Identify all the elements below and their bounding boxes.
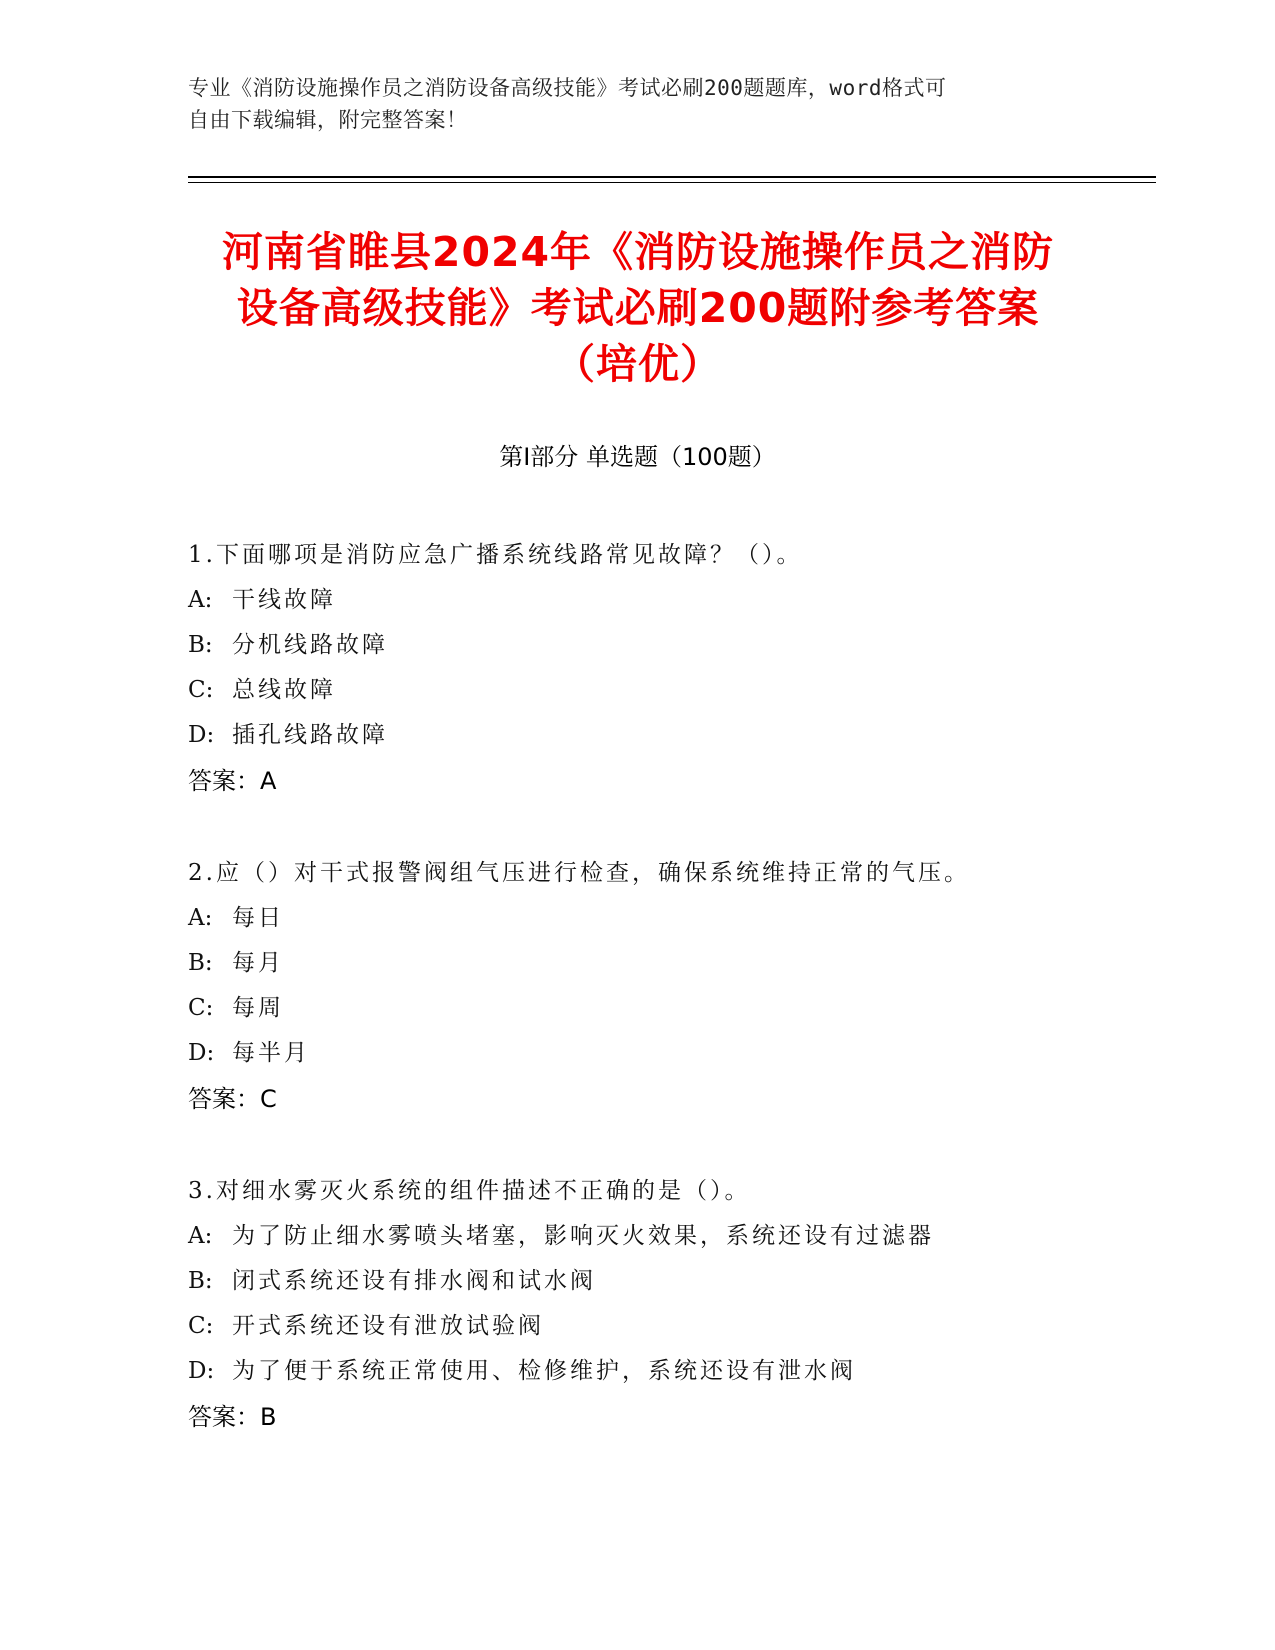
option-key: D:: [188, 1040, 215, 1066]
option-key: B:: [188, 632, 213, 658]
option-text: 为了便于系统正常使用、检修维护，系统还设有泄水阀: [232, 1358, 856, 1384]
header-divider-thick: [188, 176, 1156, 178]
option-d: [188, 713, 1148, 758]
header-note-line-1: 专业《消防设施操作员之消防设备高级技能》考试必刷200题题库，word格式可: [188, 76, 947, 100]
option-text: 总线故障: [232, 677, 336, 703]
option-text: 开式系统还设有泄放试验阀: [232, 1313, 544, 1339]
option-c: [188, 668, 1148, 713]
option-a: [188, 578, 1148, 623]
option-c: [188, 986, 1148, 1031]
option-text: 闭式系统还设有排水阀和试水阀: [232, 1268, 596, 1294]
option-c: [188, 1304, 1148, 1349]
option-key: A:: [188, 1223, 213, 1249]
document-title-line-3: （培优）: [554, 340, 722, 388]
option-key: A:: [188, 587, 213, 613]
document-title-line-2: 设备高级技能》考试必刷200题附参考答案: [236, 284, 1040, 332]
option-d: [188, 1031, 1148, 1076]
option-a: [188, 1214, 1148, 1259]
question-2: [188, 850, 1148, 1122]
option-key: B:: [188, 1268, 213, 1294]
section-heading: 第Ⅰ部分 单选题（100题）: [499, 443, 776, 471]
answer: 答案：C: [188, 1085, 277, 1113]
header-note: [188, 72, 1088, 136]
option-key: C:: [188, 677, 214, 703]
answer: 答案：B: [188, 1403, 277, 1431]
option-d: [188, 1349, 1148, 1394]
option-a: [188, 896, 1148, 941]
option-key: D:: [188, 722, 215, 748]
option-b: [188, 941, 1148, 986]
question-stem: 2.应（）对干式报警阀组气压进行检查，确保系统维持正常的气压。: [188, 860, 970, 886]
option-text: 插孔线路故障: [232, 722, 388, 748]
document-title: [170, 224, 1106, 392]
option-key: B:: [188, 950, 213, 976]
header-divider-thin: [188, 182, 1156, 183]
question-list: [188, 532, 1148, 1440]
question-3: [188, 1168, 1148, 1440]
option-key: A:: [188, 905, 213, 931]
option-text: 每月: [232, 950, 284, 976]
option-b: [188, 1259, 1148, 1304]
header-note-line-2: 自由下载编辑，附完整答案！: [188, 108, 468, 132]
option-text: 每半月: [232, 1040, 310, 1066]
option-text: 为了防止细水雾喷头堵塞，影响灭火效果，系统还设有过滤器: [232, 1223, 934, 1249]
option-b: [188, 623, 1148, 668]
option-text: 每周: [232, 995, 284, 1021]
answer: 答案：A: [188, 767, 277, 795]
option-key: D:: [188, 1358, 215, 1384]
question-stem: 1.下面哪项是消防应急广播系统线路常见故障？（）。: [188, 542, 803, 568]
option-text: 每日: [232, 905, 284, 931]
question-stem: 3.对细水雾灭火系统的组件描述不正确的是（）。: [188, 1178, 751, 1204]
option-key: C:: [188, 995, 214, 1021]
option-key: C:: [188, 1313, 214, 1339]
document-title-line-1: 河南省睢县2024年《消防设施操作员之消防: [221, 228, 1055, 276]
option-text: 分机线路故障: [232, 632, 388, 658]
option-text: 干线故障: [232, 587, 336, 613]
question-1: [188, 532, 1148, 804]
